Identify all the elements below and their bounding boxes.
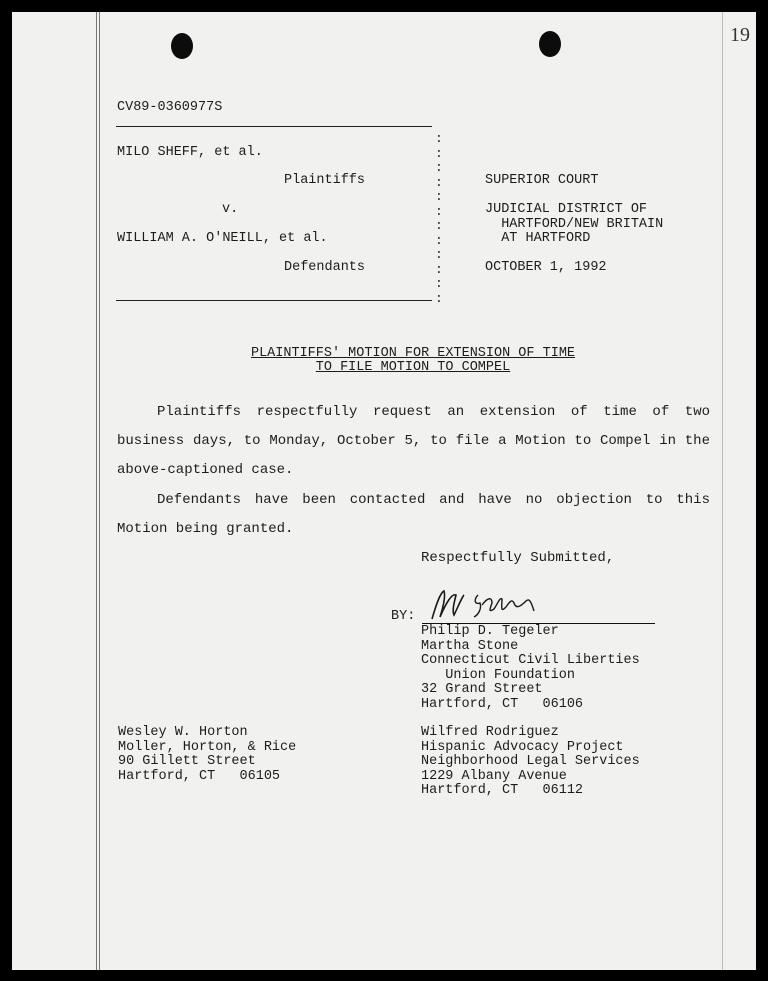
plaintiff-name: MILO SHEFF, et al. — [117, 145, 263, 160]
margin-line-inner — [99, 12, 100, 970]
defendant-name: WILLIAM A. O'NEILL, et al. — [117, 231, 328, 246]
handwritten-page-number: 19 — [730, 24, 750, 46]
motion-title-line-1: PLAINTIFFS' MOTION FOR EXTENSION OF TIME — [250, 346, 576, 361]
punch-hole-left — [171, 33, 193, 59]
co-counsel-right: Wilfred Rodriguez Hispanic Advocacy Project Neighborhood Legal Services 1229 Albany Avenue Hartford, CT 06112 — [421, 725, 640, 799]
judicial-district: JUDICIAL DISTRICT OF HARTFORD/NEW BRITAIN AT HARTFORD — [485, 202, 664, 247]
paragraph-2-line-1-text: Defendants have been contacted and have no objection to this — [157, 492, 710, 508]
paragraph-1-line-1-text: Plaintiffs respectfully request an extension of time of two — [157, 404, 710, 420]
by-label: BY: — [391, 609, 416, 624]
caption-colon-column: : : : : : : : : : : : : — [435, 131, 443, 306]
defendants-label: Defendants — [284, 260, 366, 275]
motion-title-line-2: TO FILE MOTION TO COMPEL — [315, 360, 511, 375]
paragraph-1-line-3: above-captioned case. — [117, 462, 294, 478]
docket-number: CV89-0360977S — [117, 100, 223, 115]
punch-hole-right — [539, 31, 561, 57]
attorneys-block: Philip D. Tegeler Martha Stone Connecticut Civil Liberties Union Foundation 32 Grand Street Hartford, CT 06106 — [421, 624, 640, 712]
caption-bottom-rule — [116, 300, 432, 301]
court-name: SUPERIOR COURT — [485, 173, 599, 188]
paragraph-1-line-1 — [117, 404, 710, 420]
document-page — [12, 12, 756, 970]
plaintiffs-label: Plaintiffs — [284, 173, 366, 188]
co-counsel-left: Wesley W. Horton Moller, Horton, & Rice 90 Gillett Street Hartford, CT 06105 — [118, 725, 297, 784]
handwritten-signature — [422, 585, 582, 625]
paragraph-2-line-2: Motion being granted. — [117, 521, 294, 537]
caption-top-rule — [116, 126, 432, 127]
margin-line-outer — [96, 12, 97, 970]
filing-date: OCTOBER 1, 1992 — [485, 260, 607, 275]
closing: Respectfully Submitted, — [421, 550, 615, 566]
paragraph-1-line-2: business days, to Monday, October 5, to file a Motion to Compel in the — [117, 433, 710, 449]
right-margin-line — [722, 12, 723, 970]
versus-label: v. — [222, 202, 239, 217]
paragraph-2-line-1 — [117, 492, 710, 508]
